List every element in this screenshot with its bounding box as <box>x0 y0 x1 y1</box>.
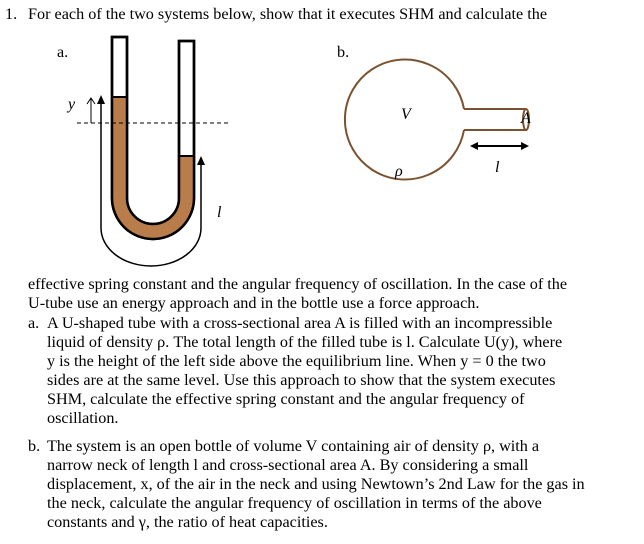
figure-b-label: b. <box>337 43 350 61</box>
question-number: 1. <box>5 5 18 23</box>
intro-line: effective spring constant and the angular frequency of oscillation. In the case of the <box>28 275 568 293</box>
part-a-line: sides are at the same level. Use this approach to show that the system executes <box>47 371 556 389</box>
figure-a-label: a. <box>57 43 69 61</box>
length-arrow-head-left <box>97 95 105 104</box>
part-a-line: liquid of density ρ. The total length of the filled tube is l. Calculate U(y), where <box>47 333 563 351</box>
part-b-line: constants and γ, the ratio of heat capacities. <box>47 513 328 531</box>
bottle-figure <box>345 60 529 180</box>
volume-label: V <box>401 106 411 123</box>
l-label-b: l <box>495 159 500 176</box>
area-label: A <box>521 110 531 127</box>
part-a-label: a. <box>28 314 40 332</box>
neck-arrow-head-right <box>521 142 529 150</box>
part-b-line: The system is an open bottle of volume V containing air of density ρ, with a <box>47 437 540 455</box>
u-tube-figure <box>77 37 228 266</box>
part-b-line: narrow neck of length l and cross-sectional area A. By considering a small <box>47 456 529 474</box>
part-b-line: the neck, calculate the angular frequency of oscillation in terms of the above <box>47 494 542 512</box>
y-label: y <box>68 96 76 113</box>
part-b-line: displacement, x, of the air in the neck and using Newtown’s 2nd Law for the gas in <box>47 475 585 493</box>
density-label: ρ <box>395 163 403 180</box>
part-a-line: SHM, calculate the effective spring constant and the angular frequency of <box>47 390 525 408</box>
part-a-line: y is the height of the left side above the equilibrium line. When y = 0 the two <box>47 352 546 370</box>
length-arrow-head-right <box>197 156 205 165</box>
bottle-neck <box>464 109 526 130</box>
intro-line: U-tube use an energy approach and in the bottle use a force approach. <box>28 294 480 312</box>
part-b-label: b. <box>28 437 41 455</box>
part-a-line: oscillation. <box>47 409 119 427</box>
question-intro: For each of the two systems below, show that it executes SHM and calculate the <box>28 5 548 23</box>
part-a-line: A U-shaped tube with a cross-sectional area A is filled with an incompressible <box>47 314 553 332</box>
l-label-a: l <box>217 204 222 221</box>
neck-arrow-head-left <box>470 142 478 150</box>
